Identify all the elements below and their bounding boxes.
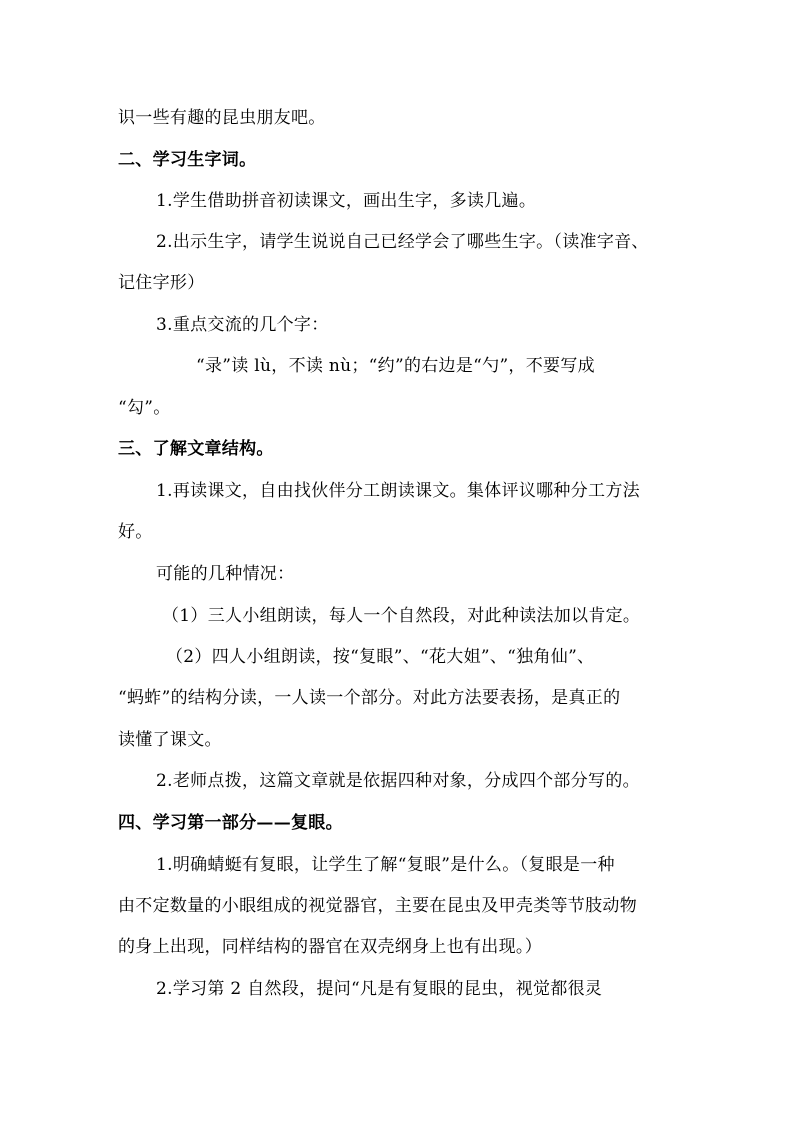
paragraph-line: 的身上出现，同样结构的器官在双壳纲身上也有出现。） (118, 937, 542, 957)
paragraph-line: 3.重点交流的几个字： (156, 315, 329, 335)
paragraph-line: 2.出示生字，请学生说说自己已经学会了哪些生字。（读准字音、 (156, 232, 649, 252)
paragraph-line: 好。 (118, 522, 153, 542)
paragraph-line: 1.学生借助拼音初读课文，画出生字，多读几遍。 (156, 191, 537, 211)
paragraph-line: 2.老师点拨，这篇文章就是依据四种对象，分成四个部分写的。 (156, 771, 640, 791)
paragraph-line: 记住字形） (118, 273, 205, 293)
section-heading: 三、了解文章结构。 (118, 439, 274, 459)
paragraph-line: 识一些有趣的昆虫朋友吧。 (118, 108, 326, 128)
paragraph-line: 1.明确蜻蜓有复眼，让学生了解“复眼”是什么。（复眼是一种 (156, 855, 615, 875)
paragraph-line: “录”读 lù，不读 nù；“约”的右边是“勺”，不要写成 (196, 356, 595, 376)
paragraph-line: （2）四人小组朗读，按“复眼”、“花大姐”、“独角仙”、 (166, 647, 595, 667)
paragraph-line: “勾”。 (118, 398, 171, 418)
paragraph-line: （1）三人小组朗读，每人一个自然段，对此种读法加以肯定。 (162, 606, 641, 626)
paragraph-line: 1.再读课文，自由找伙伴分工朗读课文。集体评议哪种分工方法 (156, 481, 640, 501)
paragraph-line: 由不定数量的小眼组成的视觉器官，主要在昆虫及甲壳类等节肢动物 (118, 896, 637, 916)
section-heading: 四、学习第一部分——复眼。 (118, 813, 343, 833)
paragraph-line: 读懂了课文。 (118, 730, 222, 750)
paragraph-line: “蚂蚱”的结构分读，一人读一个部分。对此方法要表扬，是真正的 (118, 688, 621, 708)
section-heading: 二、学习生字词。 (118, 150, 257, 170)
paragraph-line: 2.学习第 2 自然段，提问“凡是有复眼的昆虫，视觉都很灵 (156, 979, 603, 999)
paragraph-line: 可能的几种情况： (156, 564, 295, 584)
